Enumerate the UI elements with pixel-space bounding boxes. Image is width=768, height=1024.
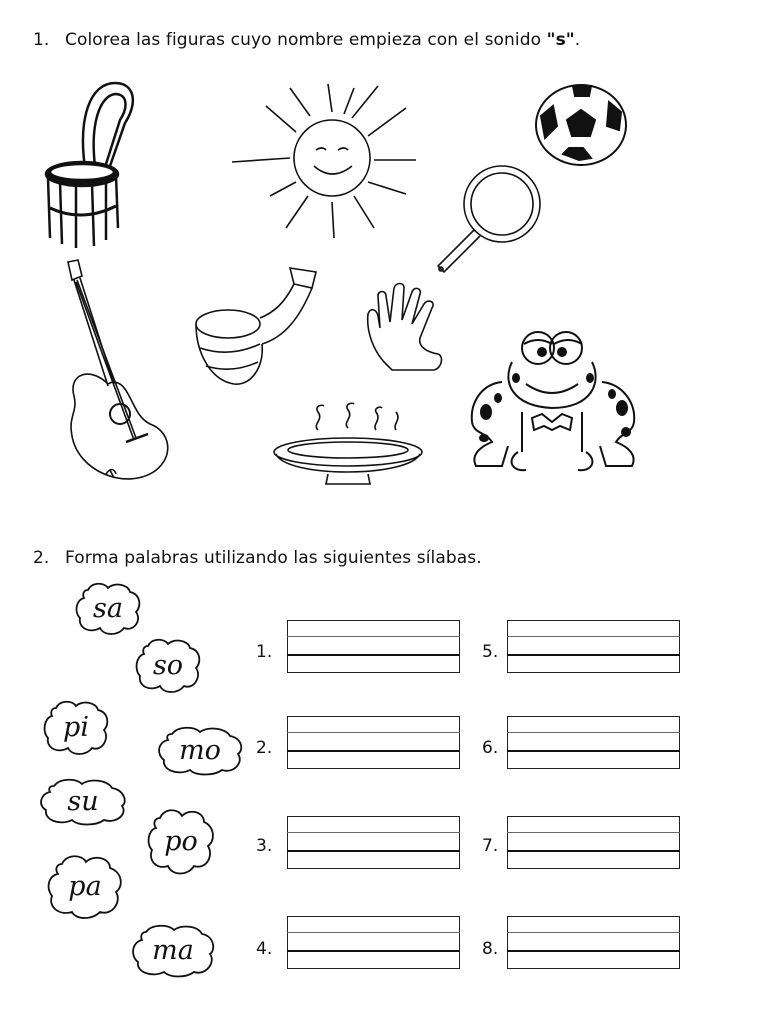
question-number: 2. [33,548,50,568]
writing-lines[interactable] [287,916,460,969]
syllable-text: pa [68,870,102,902]
question-1 [33,30,580,50]
question-text: Forma palabras utilizando las siguientes sílabas. [65,548,482,568]
word-line-number: 5. [482,642,499,662]
question-emphasis: "s" [546,30,575,50]
question-number: 1. [33,30,50,50]
word-line-number: 2. [256,738,273,758]
syllable-cloud [46,852,124,920]
writing-lines[interactable] [507,916,680,969]
syllable-cloud [146,806,216,876]
word-line-number: 3. [256,836,273,856]
writing-lines[interactable] [507,816,680,869]
word-line-number: 8. [482,939,499,959]
word-line-number: 7. [482,836,499,856]
writing-lines[interactable] [507,620,680,673]
writing-lines[interactable] [507,716,680,769]
syllable-text: so [152,649,184,681]
syllable-cloud [42,698,110,756]
question-2 [33,548,482,568]
syllable-cloud [134,636,202,694]
syllable-cloud [156,724,244,776]
writing-lines[interactable] [287,716,460,769]
chair-picture [40,78,140,248]
word-line-number: 4. [256,939,273,959]
soup-plate-picture [268,400,428,495]
syllable-text: sa [93,592,123,624]
guitar-picture [50,256,180,491]
sun-picture [230,78,420,248]
syllable-text: pi [63,711,89,743]
soccer-ball-picture [533,82,629,168]
syllable-text: mo [179,734,221,766]
word-line-number: 1. [256,642,273,662]
question-text-end: . [574,30,581,50]
frog-picture [462,322,652,482]
syllable-cloud [74,580,142,636]
writing-lines[interactable] [287,620,460,673]
syllable-text: po [164,825,198,857]
syllable-text: ma [152,934,194,966]
word-line-number: 6. [482,738,499,758]
syllable-text: su [67,785,99,817]
syllable-cloud [38,776,128,826]
magnifying-glass-picture [430,162,550,277]
question-text: Colorea las figuras cuyo nombre empieza con el sonido [65,30,547,50]
writing-lines[interactable] [287,816,460,869]
syllable-cloud [130,922,216,978]
pipe-picture [190,262,330,392]
hand-picture [362,282,448,374]
